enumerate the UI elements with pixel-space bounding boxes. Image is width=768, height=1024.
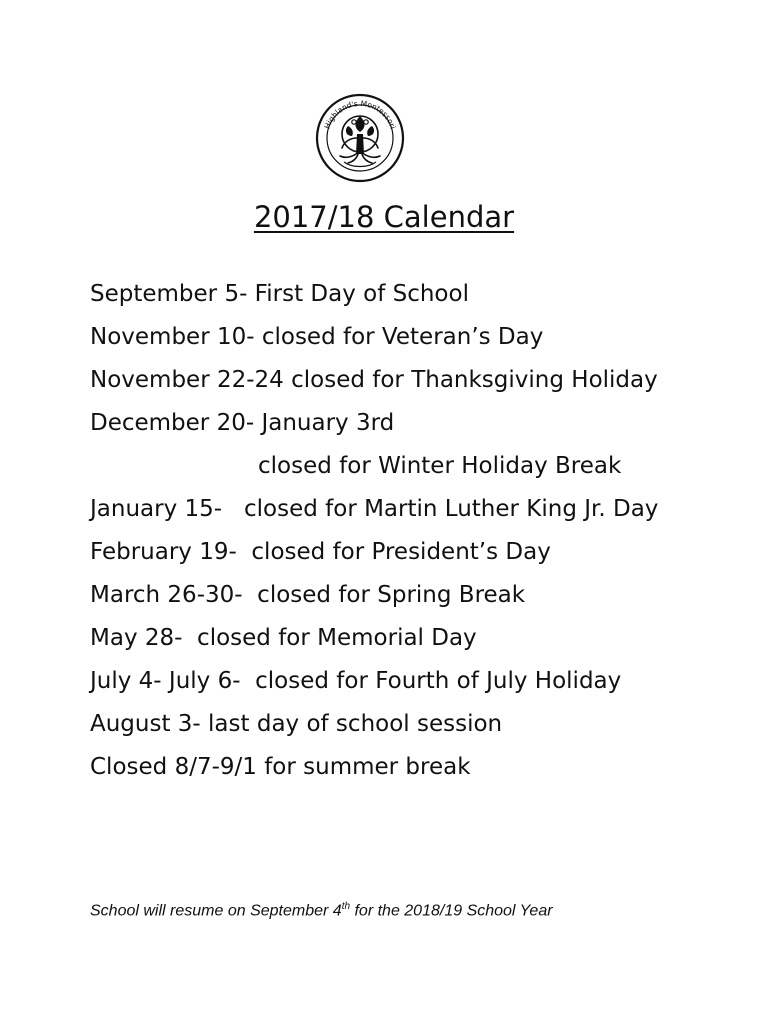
calendar-entry: August 3- last day of school session	[90, 711, 503, 737]
resume-note-superscript: th	[341, 901, 351, 912]
calendar-entry: January 15- closed for Martin Luther King Jr. Day	[90, 496, 659, 522]
calendar-entry: February 19- closed for President’s Day	[90, 539, 551, 565]
resume-note-before: School will resume on September 4	[90, 902, 342, 920]
logo-text: Highland's Montessori	[322, 98, 398, 131]
page-title: 2017/18 Calendar	[253, 200, 515, 234]
resume-note	[90, 901, 553, 920]
calendar-entry: Closed 8/7-9/1 for summer break	[90, 754, 471, 780]
calendar-entry: November 22-24 closed for Thanksgiving Holiday	[90, 367, 658, 393]
school-logo-tree-icon	[314, 92, 406, 184]
calendar-entry: November 10- closed for Veteran’s Day	[90, 324, 544, 350]
calendar-entry: closed for Winter Holiday Break	[258, 453, 622, 479]
calendar-entry: December 20- January 3rd	[90, 410, 395, 436]
calendar-entry: September 5- First Day of School	[90, 281, 469, 307]
resume-note-after: for the 2018/19 School Year	[350, 902, 553, 920]
calendar-entry: May 28- closed for Memorial Day	[90, 625, 477, 651]
calendar-entry: July 4- July 6- closed for Fourth of July Holiday	[90, 668, 622, 694]
calendar-entry: March 26-30- closed for Spring Break	[90, 582, 526, 608]
calendar-list	[90, 278, 730, 794]
